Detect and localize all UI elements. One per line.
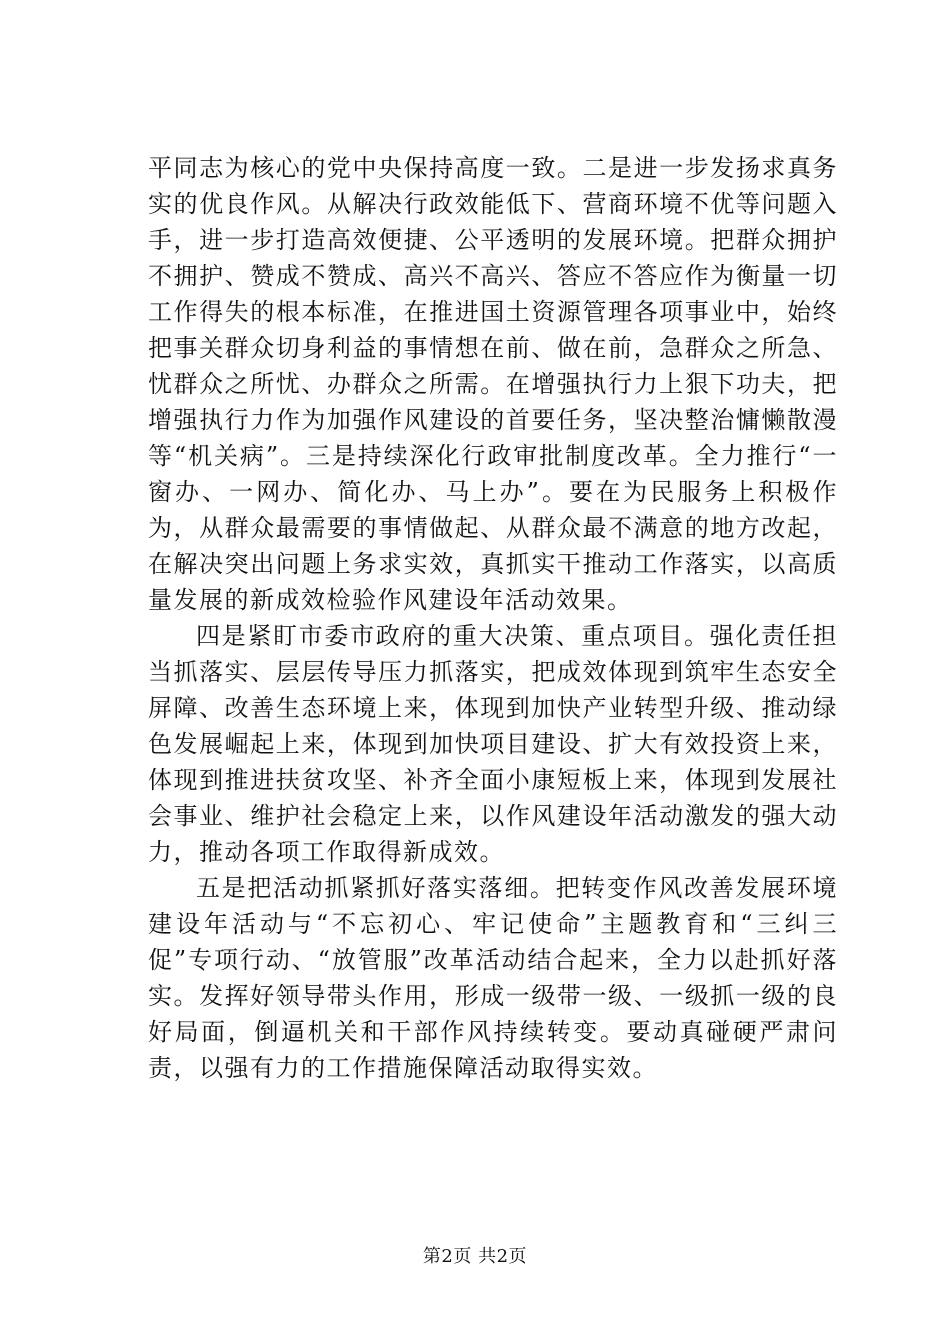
paragraph-point-four: 四是紧盯市委市政府的重大决策、重点项目。强化责任担当抓落实、层层传导压力抓落实，把成效体现到筑牢生态安全屏障、改善生态环境上来，体现到加快产业转型升级、推动绿色发展崛起上来，体现到加快项目建设、扩大有效投资上来，体现到推进扶贫攻坚、补齐全面小康短板上来，体现到发展社会事业、维护社会稳定上来，以作风建设年活动激发的强大动力，推动各项工作取得新成效。	[148, 622, 838, 866]
page-number-label: 第2页 共2页	[422, 1246, 528, 1267]
document-body	[148, 150, 838, 1086]
page-footer	[0, 1242, 950, 1268]
paragraph-point-five: 五是把活动抓紧抓好落实落细。把转变作风改善发展环境建设年活动与“不忘初心、牢记使命”主题教育和“三纠三促”专项行动、“放管服”改革活动结合起来，全力以赴抓好落实。发挥好领导带头作用，形成一级带一级、一级抓一级的良好局面，倒逼机关和干部作风持续转变。要动真碰硬严肃问责，以强有力的工作措施保障活动取得实效。	[148, 874, 838, 1082]
paragraph-continuation: 平同志为核心的党中央保持高度一致。二是进一步发扬求真务实的优良作风。从解决行政效能低下、营商环境不优等问题入手，进一步打造高效便捷、公平透明的发展环境。把群众拥护不拥护、赞成不赞成、高兴不高兴、答应不答应作为衡量一切工作得失的根本标准，在推进国土资源管理各项事业中，始终把事关群众切身利益的事情想在前、做在前，急群众之所急、忧群众之所忧、办群众之所需。在增强执行力上狠下功夫，把增强执行力作为加强作风建设的首要任务，坚决整治慵懒散漫等“机关病”。三是持续深化行政审批制度改革。全力推行“一窗办、一网办、简化办、马上办”。要在为民服务上积极作为，从群众最需要的事情做起、从群众最不满意的地方改起，在解决突出问题上务求实效，真抓实干推动工作落实，以高质量发展的新成效检验作风建设年活动效果。	[148, 154, 838, 614]
